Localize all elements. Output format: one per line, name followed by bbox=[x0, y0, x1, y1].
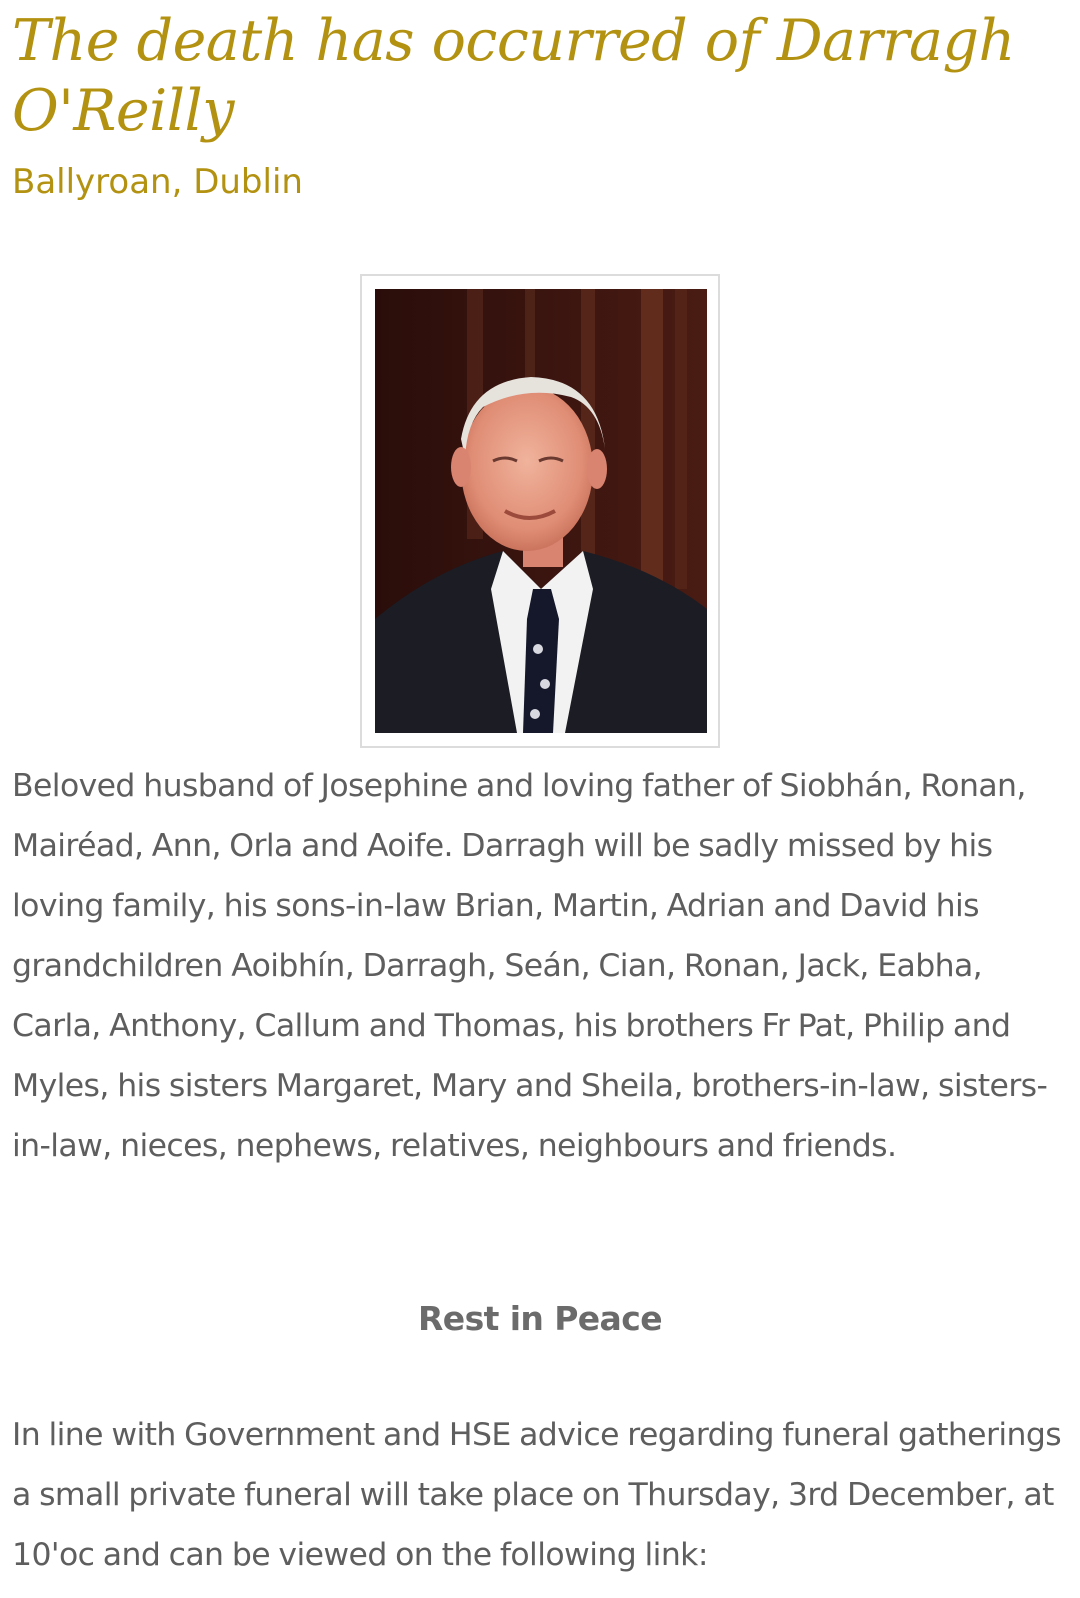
notice-location: Ballyroan, Dublin bbox=[12, 162, 303, 202]
rest-in-peace-heading: Rest in Peace bbox=[418, 1299, 662, 1338]
notice-paragraph-family: Beloved husband of Josephine and loving father of Siobhán, Ronan, Mairéad, Ann, Orla and Aoife. Darragh will be sadly missed by his loving family, his sons-in-law Brian, Martin, Adrian and David his grandchildren Aoibhín, Darragh, Seán, Cian, Ronan, Jack, Eabha, Carla, Anthony, Callum and Thomas, his brothers Fr Pat, Philip and Myles, his sisters Margaret, Mary and Sheila, brothers-in-law, sisters-in-law, nieces, nephews, relatives, neighbours and friends. bbox=[12, 768, 1048, 1164]
portrait-frame bbox=[360, 274, 720, 748]
notice-paragraph-funeral: In line with Government and HSE advice regarding funeral gatherings a small private funeral will take place on Thursday, 3rd December, at 10'oc and can be viewed on the following link: bbox=[12, 1417, 1062, 1573]
portrait-photo bbox=[375, 289, 707, 733]
notice-title: The death has occurred of Darragh O'Reilly bbox=[12, 8, 1015, 144]
